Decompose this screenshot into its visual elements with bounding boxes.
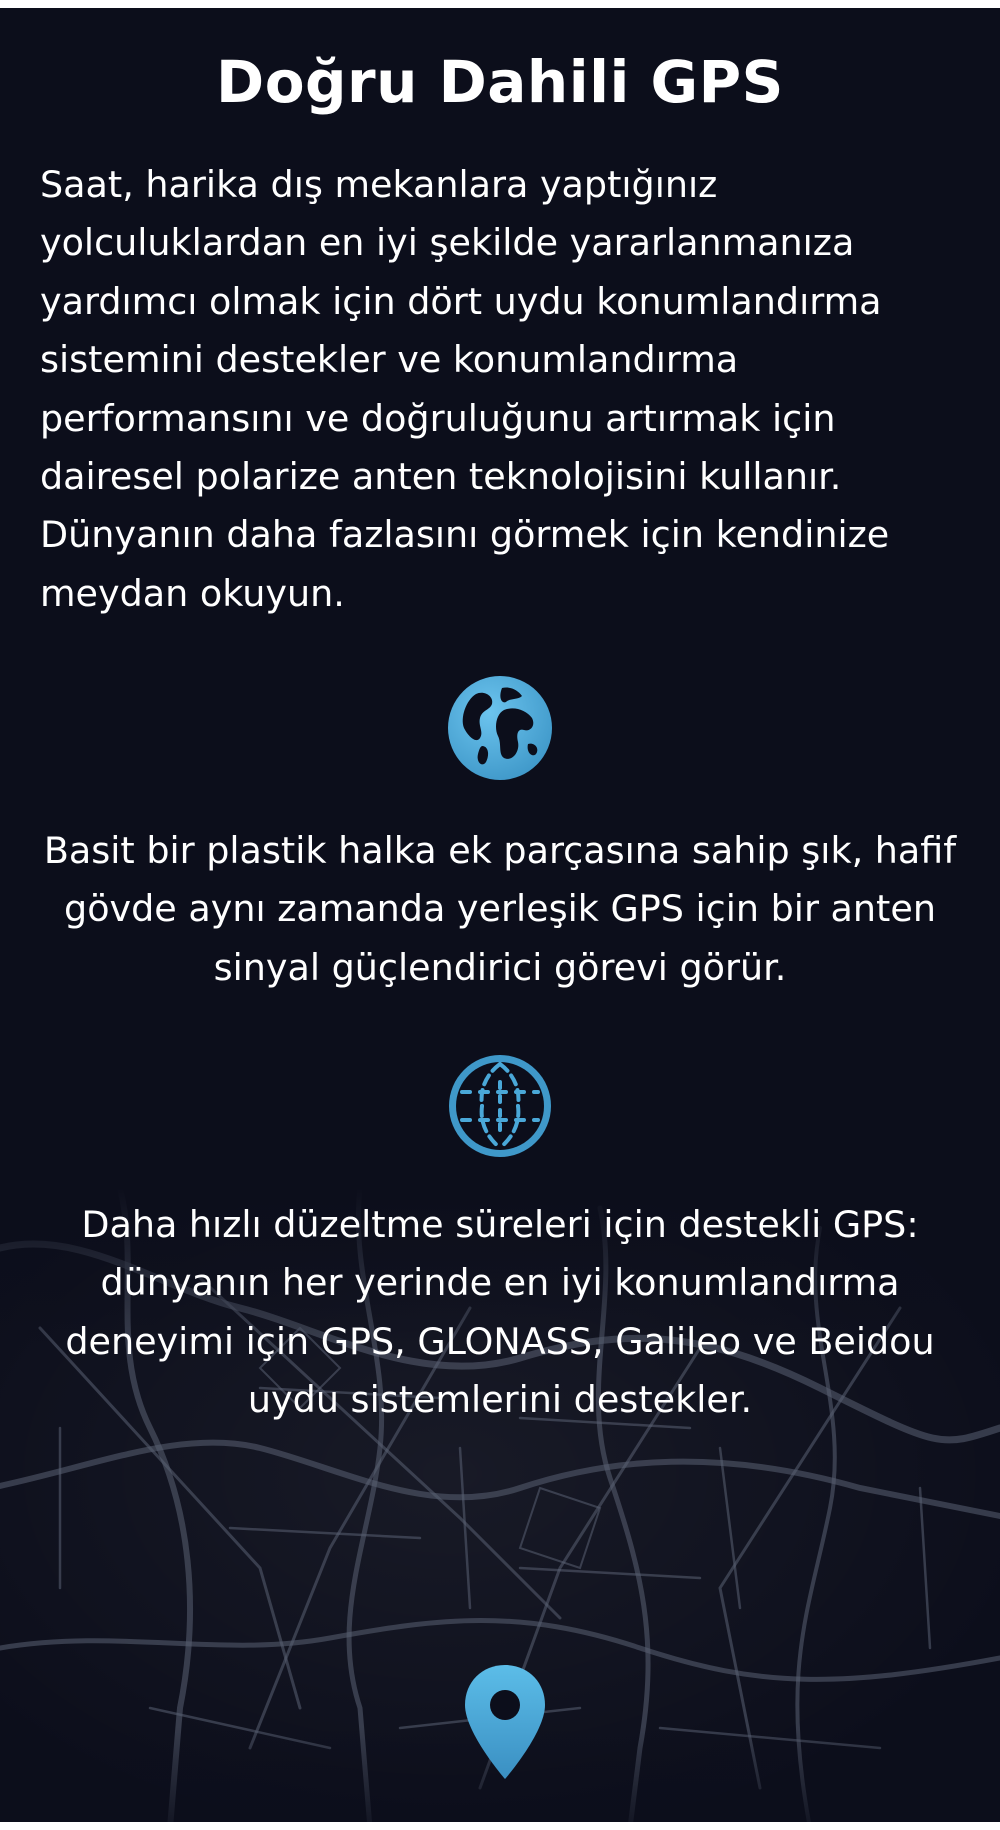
feature-text-antenna: Basit bir plastik halka ek parçasına sahip şık, hafif gövde aynı zamanda yerleşik GPS için bir anten sinyal güçlendirici görevi görür. — [43, 829, 957, 989]
gps-feature-panel — [0, 8, 1000, 1822]
globe-grid-icon — [446, 1052, 554, 1160]
intro-paragraph: Saat, harika dış mekanlara yaptığınız yolculuklardan en iyi şekilde yararlanmanıza yardımcı olmak için dört uydu konumlandırma sistemini destekler ve konumlandırma performansını ve doğruluğunu artırmak için dairesel polarize anten teknolojisini kullanır. Dünyanın daha fazlasını görmek için kendinize meydan okuyun. — [40, 163, 890, 615]
feature-text-assisted-gps: Daha hızlı düzeltme süreleri için destekli GPS: dünyanın her yerinde en iyi konumlandırma deneyimi için GPS, GLONASS, Galileo ve Beidou uydu sistemlerini destekler. — [65, 1203, 935, 1422]
globe-icon — [446, 674, 554, 782]
location-pin-icon — [462, 1663, 548, 1783]
page-title: Doğru Dahili GPS — [216, 48, 784, 116]
